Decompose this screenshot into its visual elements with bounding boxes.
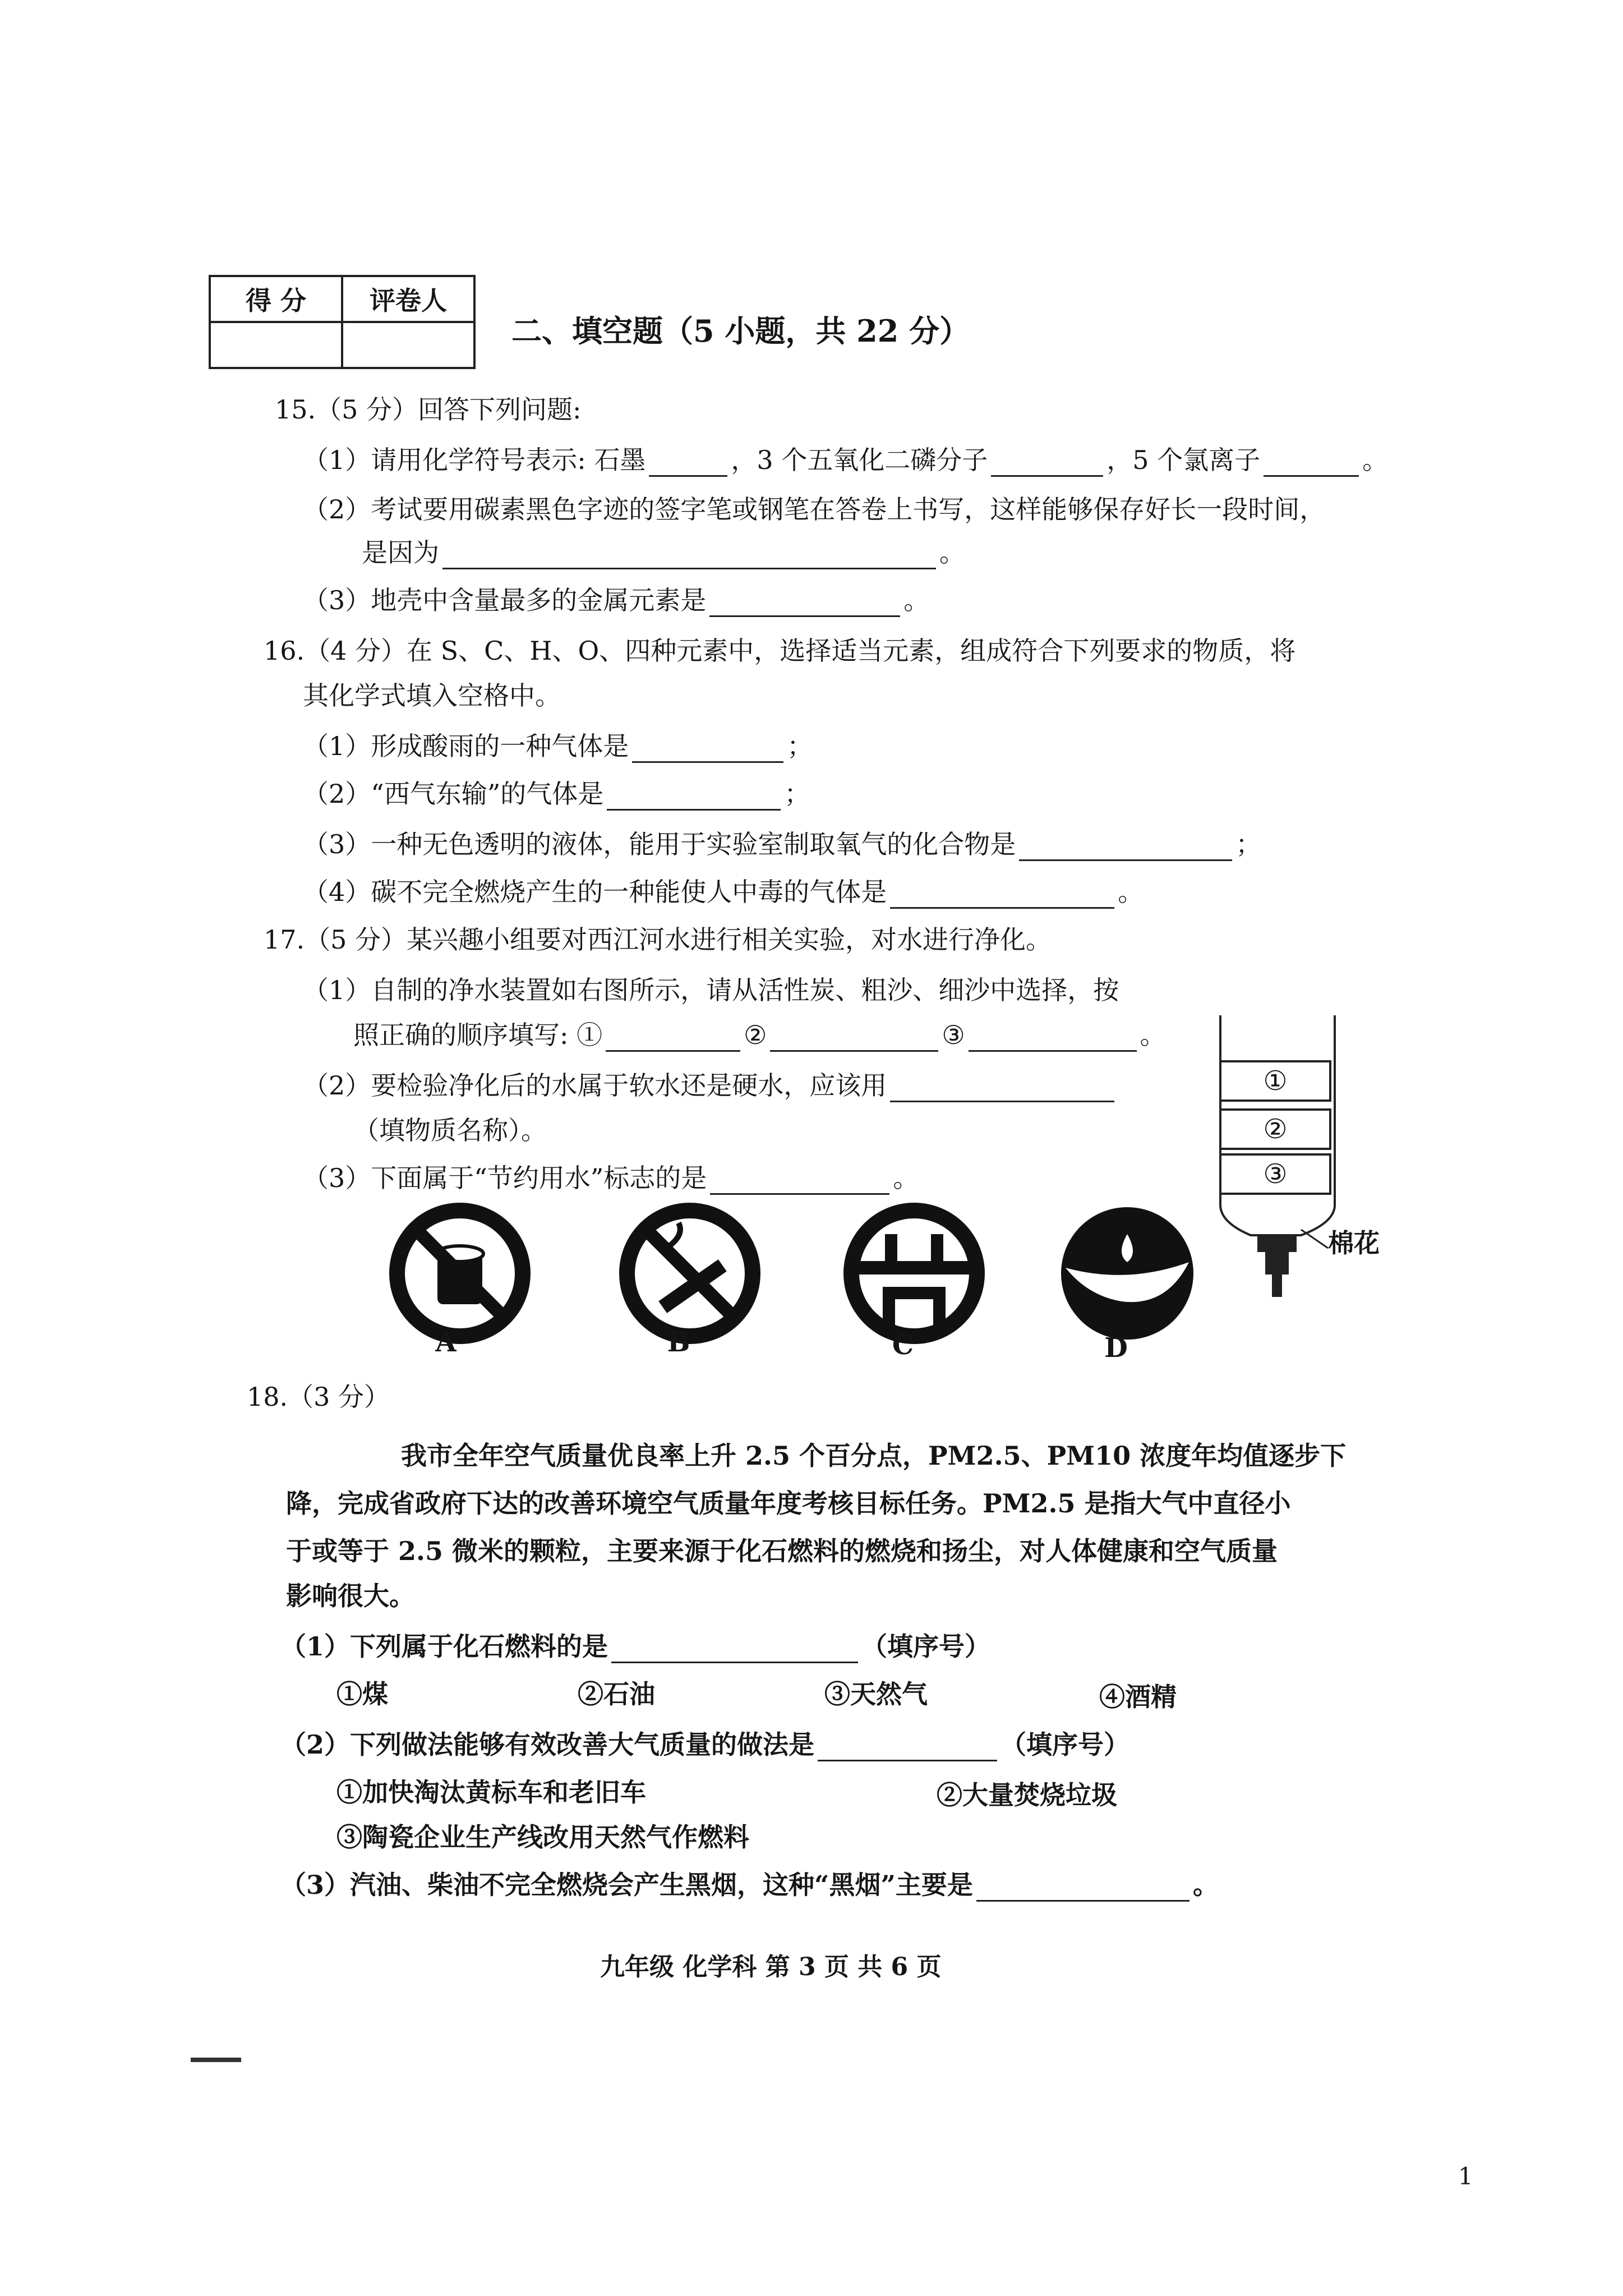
q16-part1: （1）形成酸雨的一种气体是 ； [303, 729, 813, 763]
q18-blank-fossil[interactable] [611, 1637, 858, 1663]
sign-c-energy-icon [841, 1200, 987, 1346]
q16-blank-4[interactable] [890, 882, 1114, 909]
sign-a-label: A [435, 1327, 457, 1358]
filter-layer-1: ① [1219, 1060, 1331, 1102]
q17-part3: （3）下面属于“节约用水”标志的是 。 [303, 1161, 919, 1195]
q16-part2: （2）“西气东输”的气体是 ； [303, 777, 810, 811]
q17-blank-layer2[interactable] [770, 1025, 938, 1052]
q17-stem: 17.（5 分）某兴趣小组要对西江河水进行相关实验，对水进行净化。 [264, 924, 1052, 955]
q18-p1-option-4: ④酒精 [1099, 1682, 1177, 1712]
q18-p1-option-2: ②石油 [578, 1679, 655, 1709]
q15-blank-chloride[interactable] [1264, 450, 1359, 477]
sign-b-no-smoking-icon [617, 1200, 763, 1346]
q18-para-line3: 于或等于 2.5 微米的颗粒，主要来源于化石燃料的燃烧和扬尘，对人体健康和空气质量 [286, 1536, 1278, 1566]
q18-para-line2: 降，完成省政府下达的改善环境空气质量年度考核目标任务。PM2.5 是指大气中直径小 [286, 1488, 1291, 1519]
scan-mark [191, 2058, 241, 2062]
q18-stem: 18.（3 分） [247, 1382, 390, 1412]
filter-layer-2: ② [1219, 1108, 1331, 1150]
sign-d-water-saving-icon [1054, 1200, 1200, 1346]
q15-part1: （1）请用化学符号表示: 石墨 ，3 个五氧化二磷分子 ，5 个氯离子 。 [303, 443, 1388, 477]
q17-part1-line1: （1）自制的净水装置如右图所示，请从活性炭、粗沙、细沙中选择，按 [303, 975, 1119, 1005]
sign-d-label: D [1104, 1332, 1128, 1364]
q15-part3: （3）地壳中含量最多的金属元素是 。 [303, 583, 929, 617]
q17-part2-line2: （填物质名称）。 [353, 1115, 547, 1145]
q16-stem-line1: 16.（4 分）在 S、C、H、O、四种元素中，选择适当元素，组成符合下列要求的物质，将 [264, 636, 1296, 666]
q18-part2: （2）下列做法能够有效改善大气质量的做法是 （填序号） [280, 1728, 1129, 1761]
q16-stem-line2: 其化学式填入空格中。 [303, 680, 561, 711]
q16-blank-3[interactable] [1019, 835, 1232, 861]
q15-blank-graphite[interactable] [649, 450, 727, 477]
cotton-label: 棉花 [1328, 1228, 1380, 1258]
q16-part3: （3）一种无色透明的液体，能用于实验室制取氧气的化合物是 ； [303, 827, 1261, 861]
q18-p1-option-3: ③天然气 [824, 1679, 928, 1709]
grader-cell[interactable] [342, 322, 474, 368]
q17-blank-layer3[interactable] [969, 1025, 1137, 1052]
score-table [209, 275, 476, 369]
q18-para-line1: 我市全年空气质量优良率上升 2.5 个百分点，PM2.5、PM10 浓度年均值逐步下 [401, 1441, 1347, 1471]
q18-blank-improve[interactable] [818, 1735, 997, 1761]
q17-blank-layer1[interactable] [606, 1025, 740, 1052]
q15-blank-reason[interactable] [442, 543, 936, 569]
q16-part4: （4）碳不完全燃烧产生的一种能使人中毒的气体是 。 [303, 875, 1144, 909]
q15-stem: 15.（5 分）回答下列问题: [275, 394, 582, 425]
q17-part1-line2: 照正确的顺序填写: ① ② ③ 。 [353, 1018, 1166, 1052]
q16-blank-1[interactable] [632, 737, 783, 763]
sign-b-label: B [667, 1327, 690, 1358]
sign-a-no-trash-icon [387, 1200, 533, 1346]
q17-blank-sign[interactable] [710, 1168, 889, 1195]
grader-label: 评卷人 [342, 276, 474, 322]
q15-blank-metal[interactable] [709, 591, 900, 617]
score-cell[interactable] [210, 322, 342, 368]
q15-part2-line1: （2）考试要用碳素黑色字迹的签字笔或钢笔在答卷上书写，这样能够保存好长一段时间， [303, 494, 1326, 524]
q18-p2-option-3: ③陶瓷企业生产线改用天然气作燃料 [336, 1822, 749, 1852]
q18-p2-option-2: ②大量焚烧垃圾 [937, 1780, 1117, 1810]
q18-para-line4: 影响很大。 [286, 1581, 415, 1611]
q15-blank-p2o5[interactable] [991, 450, 1103, 477]
q18-p1-option-1: ①煤 [336, 1679, 388, 1709]
q17-part2-line1: （2）要检验净化后的水属于软水还是硬水，应该用 [303, 1069, 1118, 1102]
score-label: 得 分 [210, 276, 342, 322]
q18-p2-option-1: ①加快淘汰黄标车和老旧车 [336, 1777, 646, 1807]
page-number: 1 [1458, 2162, 1473, 2190]
q15-part2-line2: 是因为 。 [362, 536, 965, 569]
q18-blank-smoke[interactable] [976, 1875, 1189, 1902]
q18-part1: （1）下列属于化石燃料的是 （填序号） [280, 1630, 990, 1663]
q16-blank-2[interactable] [607, 784, 781, 811]
filter-layer-3: ③ [1219, 1153, 1331, 1195]
section-title: 二、填空题（5 小题，共 22 分） [511, 313, 970, 349]
sign-c-label: C [892, 1329, 914, 1361]
page-footer: 九年级 化学科 第 3 页 共 6 页 [600, 1953, 942, 1981]
q17-blank-reagent[interactable] [890, 1076, 1114, 1102]
q18-part3: （3）汽油、柴油不完全燃烧会产生黑烟，这种“黑烟”主要是 。 [280, 1868, 1219, 1902]
water-filter-diagram [1217, 1015, 1380, 1301]
